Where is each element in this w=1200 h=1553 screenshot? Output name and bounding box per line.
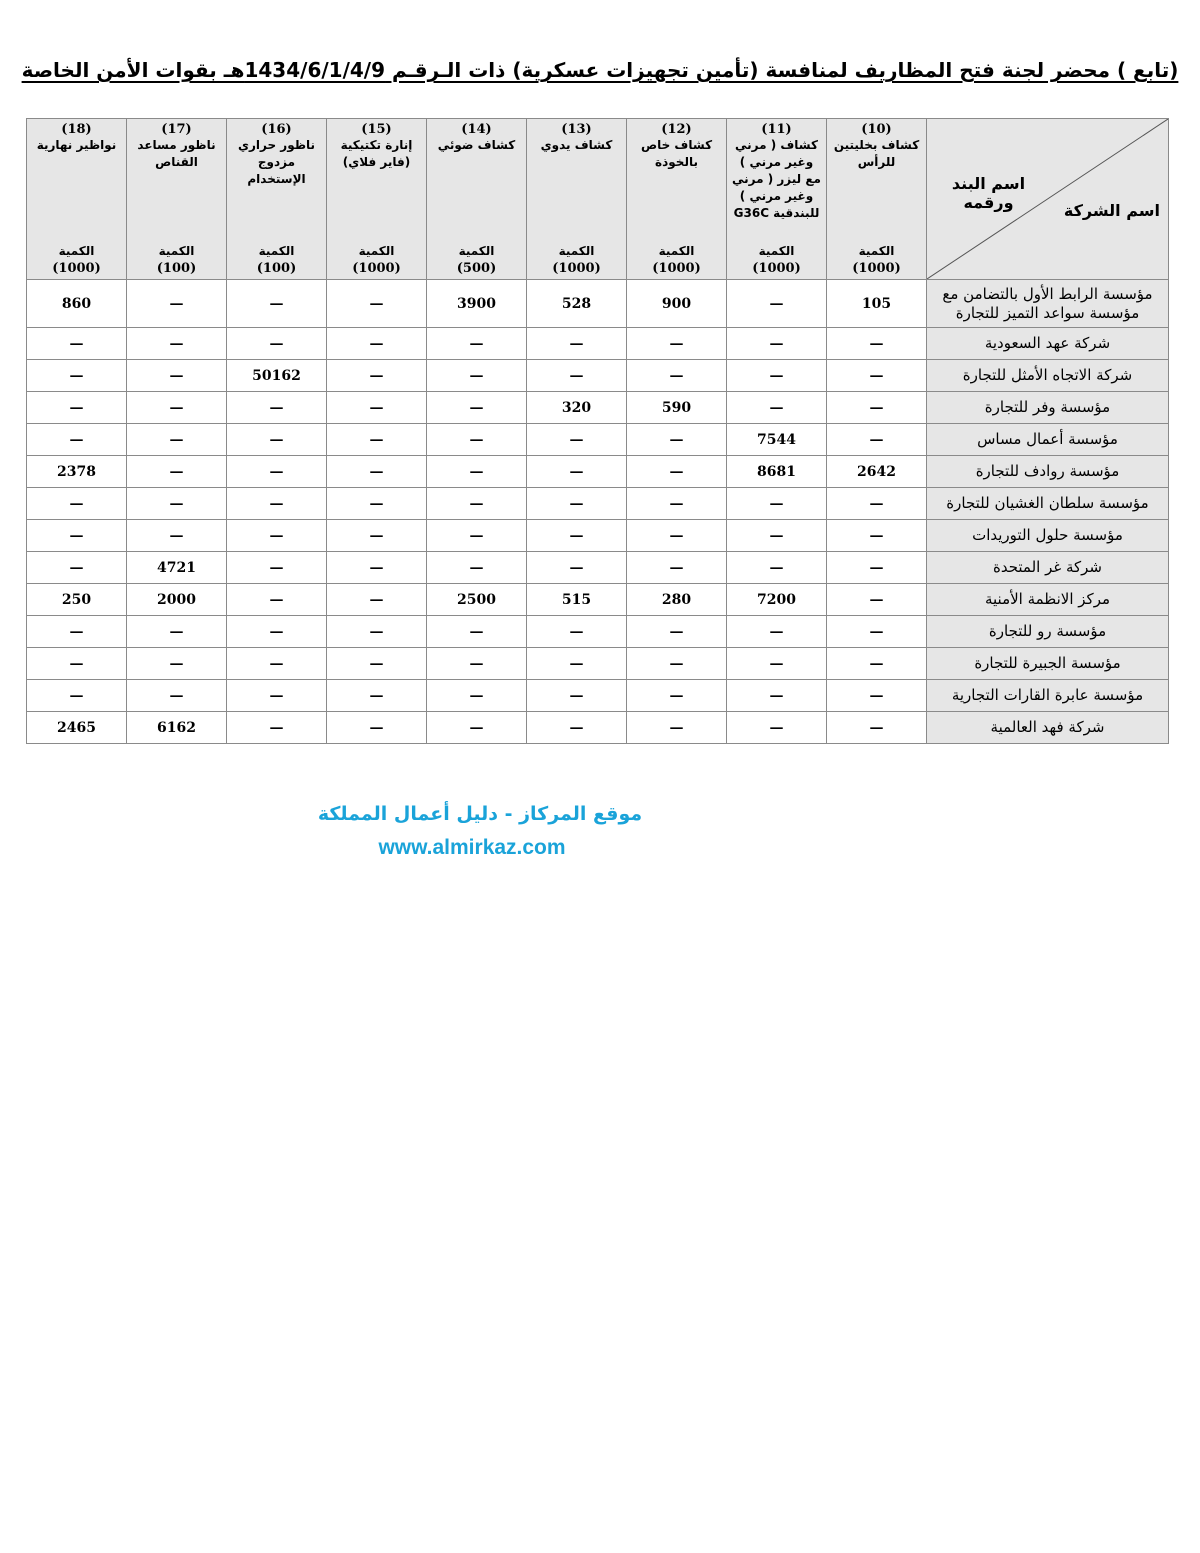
bid-value-cell: 528 (527, 280, 627, 328)
bid-value-cell: — (527, 360, 627, 392)
document-title-text: (تابع ) محضر لجنة فتح المظاريف لمنافسة (تأمين تجهيزات عسكرية) ذات الـرقـم 1434/6/1/4/9هـ بقوات الأمن الخاصة (21, 58, 1179, 82)
bid-value-cell: 280 (627, 584, 727, 616)
company-name-cell: مؤسسة وفر للتجارة (927, 392, 1169, 424)
item-quantity-label: الكمية (258, 244, 295, 258)
bid-value-cell: — (627, 488, 727, 520)
table-row (27, 552, 1169, 584)
bid-value-cell: — (327, 424, 427, 456)
item-name: ناظور مساعد القناص (137, 138, 216, 169)
bid-value-cell: — (627, 520, 727, 552)
bid-value-cell: — (527, 648, 627, 680)
table-row (27, 648, 1169, 680)
bid-value-cell: — (427, 424, 527, 456)
bid-value-cell: — (27, 552, 127, 584)
bid-value-cell: — (227, 616, 327, 648)
item-number: (15) (361, 122, 392, 137)
item-quantity-value: (100) (156, 261, 197, 276)
bid-value-cell: — (327, 616, 427, 648)
bid-value-cell: — (427, 456, 527, 488)
bid-value-cell: — (527, 680, 627, 712)
item-number: (12) (661, 122, 692, 137)
item-quantity-value: (100) (256, 261, 297, 276)
item-number: (18) (61, 122, 92, 137)
item-name: إنارة تكتيكية (فاير فلاي) (340, 138, 413, 169)
bid-value-cell: — (727, 712, 827, 744)
item-number: (17) (161, 122, 192, 137)
item-header-cell (427, 119, 527, 280)
bid-value-cell: 7200 (727, 584, 827, 616)
bid-value-cell: — (227, 424, 327, 456)
bid-value-cell: — (727, 360, 827, 392)
table-row (27, 712, 1169, 744)
bid-value-cell: 2642 (827, 456, 927, 488)
bid-value-cell: — (227, 392, 327, 424)
item-number: (13) (561, 122, 592, 137)
bid-value-cell: — (127, 328, 227, 360)
bid-value-cell: — (627, 712, 727, 744)
bid-value-cell: — (227, 520, 327, 552)
company-name-cell: مؤسسة حلول التوريدات (927, 520, 1169, 552)
bid-value-cell: — (827, 680, 927, 712)
item-quantity (327, 243, 426, 277)
bid-value-cell: — (627, 680, 727, 712)
bid-value-cell: — (27, 520, 127, 552)
item-quantity-value: (1000) (52, 261, 101, 276)
company-name-cell: شركة الاتجاه الأمثل للتجارة (927, 360, 1169, 392)
bid-value-cell: — (327, 584, 427, 616)
bid-value-cell: — (127, 520, 227, 552)
bid-value-cell: — (527, 456, 627, 488)
company-name-cell: مؤسسة روادف للتجارة (927, 456, 1169, 488)
bid-value-cell: 50162 (227, 360, 327, 392)
bid-value-cell: — (127, 680, 227, 712)
item-quantity (827, 243, 926, 277)
bid-value-cell: — (627, 456, 727, 488)
bid-value-cell: — (427, 552, 527, 584)
bid-value-cell: — (27, 392, 127, 424)
item-header-cell (627, 119, 727, 280)
bid-value-cell: — (627, 328, 727, 360)
item-number: (11) (761, 122, 792, 137)
item-header-cell (27, 119, 127, 280)
footer-site-url[interactable]: www.almirkaz.com (378, 836, 566, 859)
bid-value-cell: 860 (27, 280, 127, 328)
bid-value-cell: — (727, 520, 827, 552)
bid-value-cell: — (827, 360, 927, 392)
bid-value-cell: — (727, 488, 827, 520)
table-row (27, 280, 1169, 328)
bid-value-cell: 6162 (127, 712, 227, 744)
bid-value-cell: — (227, 328, 327, 360)
bid-value-cell: — (27, 488, 127, 520)
bid-value-cell: 2465 (27, 712, 127, 744)
bid-value-cell: — (127, 616, 227, 648)
table-row (27, 488, 1169, 520)
bid-value-cell: — (227, 712, 327, 744)
bid-value-cell: — (527, 712, 627, 744)
item-name: كشاف ( مرني وغير مرني ) مع ليزر ( مرني وغير مرني ) للبندقية G36C (732, 138, 821, 220)
bid-value-cell: — (27, 424, 127, 456)
bid-value-cell: — (327, 488, 427, 520)
bid-value-cell: 105 (827, 280, 927, 328)
bid-value-cell: — (427, 680, 527, 712)
bid-value-cell: — (427, 712, 527, 744)
table-header-row (27, 119, 1169, 280)
bid-value-cell: — (527, 488, 627, 520)
bid-value-cell: — (27, 328, 127, 360)
bid-value-cell: — (227, 648, 327, 680)
bid-value-cell: — (127, 648, 227, 680)
table-row (27, 680, 1169, 712)
item-quantity-label: الكمية (158, 244, 195, 258)
bid-value-cell: — (827, 712, 927, 744)
footer-site-name: موقع المركاز - دليل أعمال المملكة (317, 803, 643, 825)
company-name-cell: مؤسسة أعمال مساس (927, 424, 1169, 456)
company-name-cell: مركز الانظمة الأمنية (927, 584, 1169, 616)
bid-value-cell: — (227, 456, 327, 488)
table-row (27, 424, 1169, 456)
bid-value-cell: — (727, 680, 827, 712)
table-body (27, 280, 1169, 744)
bid-value-cell: — (827, 520, 927, 552)
bid-value-cell: 7544 (727, 424, 827, 456)
bid-value-cell: — (327, 456, 427, 488)
item-quantity-value: (1000) (552, 261, 601, 276)
bid-value-cell: 2000 (127, 584, 227, 616)
item-quantity-value: (1000) (852, 261, 901, 276)
bid-value-cell: — (727, 616, 827, 648)
bid-value-cell: — (727, 392, 827, 424)
item-quantity-label: الكمية (758, 244, 795, 258)
bid-value-cell: 2378 (27, 456, 127, 488)
bid-value-cell: — (127, 280, 227, 328)
item-quantity-label: الكمية (58, 244, 95, 258)
table-row (27, 584, 1169, 616)
bid-value-cell: — (827, 392, 927, 424)
item-number: (10) (861, 122, 892, 137)
bid-value-cell: — (27, 648, 127, 680)
bid-value-cell: — (327, 712, 427, 744)
item-quantity (527, 243, 626, 277)
corner-header-cell (927, 119, 1169, 280)
bid-value-cell: 590 (627, 392, 727, 424)
table-row (27, 616, 1169, 648)
bid-value-cell: 4721 (127, 552, 227, 584)
bid-value-cell: — (827, 584, 927, 616)
bid-value-cell: — (327, 280, 427, 328)
bid-value-cell: 320 (527, 392, 627, 424)
item-name: كشاف يدوي (540, 138, 613, 152)
bid-value-cell: — (327, 648, 427, 680)
table-row (27, 456, 1169, 488)
bid-value-cell: — (127, 488, 227, 520)
bid-value-cell: 900 (627, 280, 727, 328)
item-header-cell (527, 119, 627, 280)
bid-value-cell: — (427, 392, 527, 424)
bid-value-cell: — (627, 360, 727, 392)
item-quantity-label: الكمية (558, 244, 595, 258)
item-quantity-label: الكمية (458, 244, 495, 258)
bid-value-cell: — (27, 680, 127, 712)
item-quantity (427, 243, 526, 277)
item-quantity-value: (1000) (352, 261, 401, 276)
bid-value-cell: — (827, 616, 927, 648)
bid-value-cell: — (427, 328, 527, 360)
company-name-cell: مؤسسة عابرة القارات التجارية (927, 680, 1169, 712)
bid-value-cell: — (327, 392, 427, 424)
bid-value-cell: — (427, 520, 527, 552)
company-name-cell: مؤسسة سلطان الغشيان للتجارة (927, 488, 1169, 520)
bid-value-cell: — (627, 552, 727, 584)
item-header-cell (827, 119, 927, 280)
item-name: كشاف ضوئي (437, 138, 516, 152)
item-name: كشاف خاص بالخوذة (640, 138, 713, 169)
item-quantity (127, 243, 226, 277)
bid-value-cell: 250 (27, 584, 127, 616)
bid-value-cell: — (27, 360, 127, 392)
bid-value-cell: — (527, 328, 627, 360)
bid-value-cell: — (827, 328, 927, 360)
bid-value-cell: — (427, 648, 527, 680)
table-row (27, 392, 1169, 424)
item-header-cell (327, 119, 427, 280)
bid-value-cell: — (327, 360, 427, 392)
bid-value-cell: — (227, 680, 327, 712)
company-name-cell: مؤسسة الجبيرة للتجارة (927, 648, 1169, 680)
bid-value-cell: — (527, 520, 627, 552)
bid-value-cell: — (727, 280, 827, 328)
bid-value-cell: — (327, 328, 427, 360)
item-quantity (627, 243, 726, 277)
bid-value-cell: 515 (527, 584, 627, 616)
item-number: (14) (461, 122, 492, 137)
item-quantity-value: (1000) (752, 261, 801, 276)
bid-value-cell: — (527, 424, 627, 456)
item-header-cell (727, 119, 827, 280)
bid-value-cell: — (227, 488, 327, 520)
bid-value-cell: — (827, 488, 927, 520)
item-name: نواظير نهارية (36, 138, 117, 152)
bid-value-cell: — (527, 616, 627, 648)
company-name-cell: شركة فهد العالمية (927, 712, 1169, 744)
table-row (27, 360, 1169, 392)
item-quantity (227, 243, 326, 277)
item-name: ناظور حراري مزدوج الإستخدام (237, 138, 316, 186)
bid-value-cell: — (327, 680, 427, 712)
bid-value-cell: — (27, 616, 127, 648)
item-header-cell (127, 119, 227, 280)
bid-value-cell: — (627, 424, 727, 456)
item-quantity-label: الكمية (658, 244, 695, 258)
bid-value-cell: — (727, 328, 827, 360)
bid-value-cell: — (727, 552, 827, 584)
document-title (0, 58, 1200, 82)
bid-value-cell: — (327, 520, 427, 552)
bid-value-cell: 8681 (727, 456, 827, 488)
corner-item-label: اسم البند ورقمه (951, 174, 1026, 212)
bid-value-cell: 2500 (427, 584, 527, 616)
corner-company-label: اسم الشركة (1063, 201, 1160, 220)
bid-value-cell: — (227, 584, 327, 616)
item-quantity-value: (500) (456, 261, 497, 276)
bid-value-cell: — (427, 488, 527, 520)
bid-value-cell: — (127, 392, 227, 424)
company-name-cell: مؤسسة رو للتجارة (927, 616, 1169, 648)
bid-value-cell: — (627, 616, 727, 648)
bid-value-cell: — (227, 280, 327, 328)
bid-value-cell: — (827, 424, 927, 456)
bid-value-cell: 3900 (427, 280, 527, 328)
item-quantity (727, 243, 826, 277)
bid-value-cell: — (827, 648, 927, 680)
item-quantity-label: الكمية (358, 244, 395, 258)
company-name-cell: مؤسسة الرابط الأول بالتضامن مع مؤسسة سواعد التميز للتجارة (927, 280, 1169, 328)
bid-value-cell: — (427, 360, 527, 392)
table-row (27, 520, 1169, 552)
bid-value-cell: — (727, 648, 827, 680)
bid-value-cell: — (327, 552, 427, 584)
item-name: كشاف بخليتين للرأس (833, 138, 920, 169)
bid-value-cell: — (827, 552, 927, 584)
item-quantity-label: الكمية (858, 244, 895, 258)
item-number: (16) (261, 122, 292, 137)
bid-value-cell: — (427, 616, 527, 648)
company-name-cell: شركة عهد السعودية (927, 328, 1169, 360)
bid-value-cell: — (127, 360, 227, 392)
bid-value-cell: — (527, 552, 627, 584)
company-name-cell: شركة غر المتحدة (927, 552, 1169, 584)
item-header-cell (227, 119, 327, 280)
bid-value-cell: — (127, 424, 227, 456)
bid-value-cell: — (627, 648, 727, 680)
bid-value-cell: — (227, 552, 327, 584)
bid-value-cell: — (127, 456, 227, 488)
item-quantity (27, 243, 126, 277)
item-quantity-value: (1000) (652, 261, 701, 276)
bids-table (26, 118, 1169, 744)
table-row (27, 328, 1169, 360)
